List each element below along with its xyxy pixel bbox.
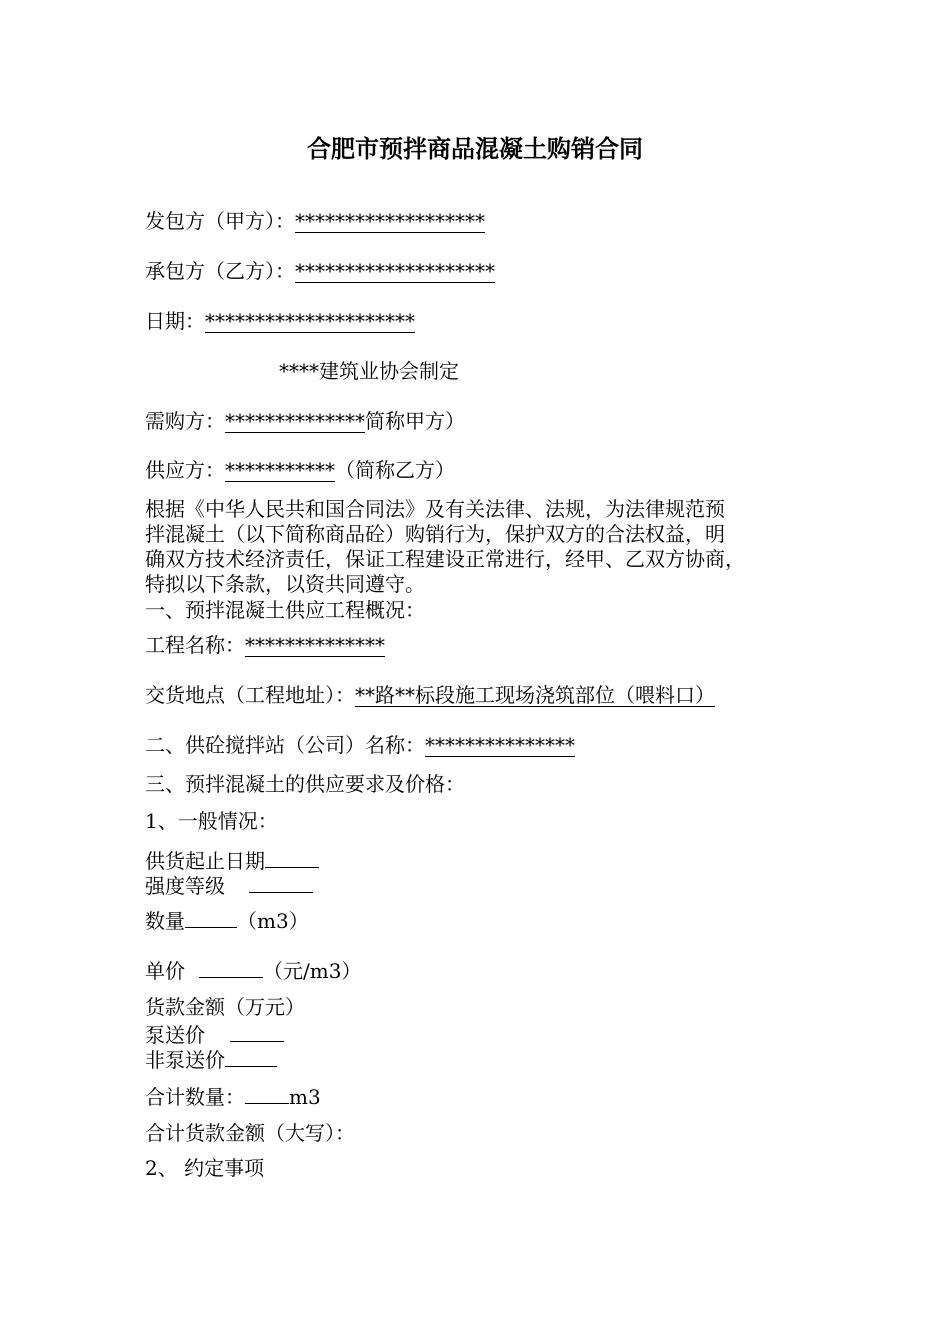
pump-price-label: 泵送价 (145, 1023, 205, 1047)
date-line (145, 309, 415, 333)
buyer-line (145, 409, 465, 433)
strength-blank (249, 872, 313, 893)
date-value: ********************* (205, 309, 415, 333)
document-title: 合肥市预拌商品混凝土购销合同 (307, 134, 643, 163)
quantity-unit: （m3） (237, 909, 309, 933)
party-b-value: ******************** (295, 259, 495, 283)
delivery-line (145, 683, 715, 707)
preamble-line: 根据《中华人民共和国合同法》及有关法律、法规，为法律规范预 (145, 497, 725, 521)
buyer-suffix: 简称甲方） (365, 409, 465, 433)
project-name-label: 工程名称： (145, 633, 245, 657)
issuer-line: ****建筑业协会制定 (279, 359, 459, 383)
supply-dates-blank (265, 847, 319, 868)
section2-line (145, 733, 575, 757)
preamble-line: 确双方技术经济责任，保证工程建设正常进行，经甲、乙双方协商， (145, 547, 745, 571)
quantity-blank (185, 907, 237, 928)
total-qty-unit: m3 (289, 1085, 321, 1109)
pump-price-blank (230, 1021, 284, 1042)
nonpump-price-blank (225, 1046, 277, 1067)
party-a-label: 发包方（甲方）： (145, 209, 295, 233)
buyer-label: 需购方： (145, 409, 225, 433)
quantity-line (145, 907, 309, 933)
strength-label: 强度等级 (145, 874, 225, 898)
preamble-line: 特拟以下条款，以资共同遵守。 (145, 572, 425, 596)
supplier-label: 供应方： (145, 458, 225, 482)
unit-price-blank (199, 957, 263, 978)
total-qty-label: 合计数量： (145, 1085, 245, 1109)
supplier-suffix: （简称乙方） (335, 458, 455, 482)
unit-price-line (145, 957, 361, 983)
party-a-value: ******************* (295, 209, 485, 233)
item1-heading: 1、一般情况： (145, 809, 278, 833)
unit-price-label: 单价 (145, 959, 185, 983)
section2-label: 二、供砼搅拌站（公司）名称： (145, 733, 425, 757)
item2-heading: 2、 约定事项 (145, 1156, 265, 1180)
project-name-line (145, 633, 385, 657)
section3-heading: 三、预拌混凝土的供应要求及价格： (145, 772, 465, 796)
quantity-label: 数量 (145, 909, 185, 933)
supply-dates-line (145, 847, 319, 873)
party-a-line (145, 209, 485, 233)
project-name-value: ************** (245, 633, 385, 657)
date-label: 日期： (145, 309, 205, 333)
buyer-value: ************** (225, 409, 365, 433)
section2-value: *************** (425, 733, 575, 757)
total-amount-line: 合计货款金额（大写）： (145, 1121, 355, 1145)
total-qty-line (145, 1083, 321, 1109)
supplier-line (145, 458, 455, 482)
supplier-value: *********** (225, 458, 335, 482)
payment-line: 货款金额（万元） (145, 995, 305, 1019)
pump-price-line (145, 1021, 284, 1047)
party-b-label: 承包方（乙方）： (145, 259, 295, 283)
section1-heading: 一、预拌混凝土供应工程概况： (145, 598, 425, 622)
nonpump-price-line (145, 1046, 277, 1072)
delivery-value: **路**标段施工现场浇筑部位（喂料口） (355, 683, 715, 707)
party-b-line (145, 259, 495, 283)
strength-line (145, 872, 313, 898)
delivery-label: 交货地点（工程地址）： (145, 683, 355, 707)
preamble-line: 拌混凝土（以下简称商品砼）购销行为，保护双方的合法权益，明 (145, 522, 725, 546)
unit-price-unit: （元/m3） (263, 959, 362, 983)
nonpump-price-label: 非泵送价 (145, 1048, 225, 1072)
preamble-paragraph (145, 497, 815, 597)
total-qty-blank (245, 1083, 289, 1104)
supply-dates-label: 供货起止日期 (145, 849, 265, 873)
